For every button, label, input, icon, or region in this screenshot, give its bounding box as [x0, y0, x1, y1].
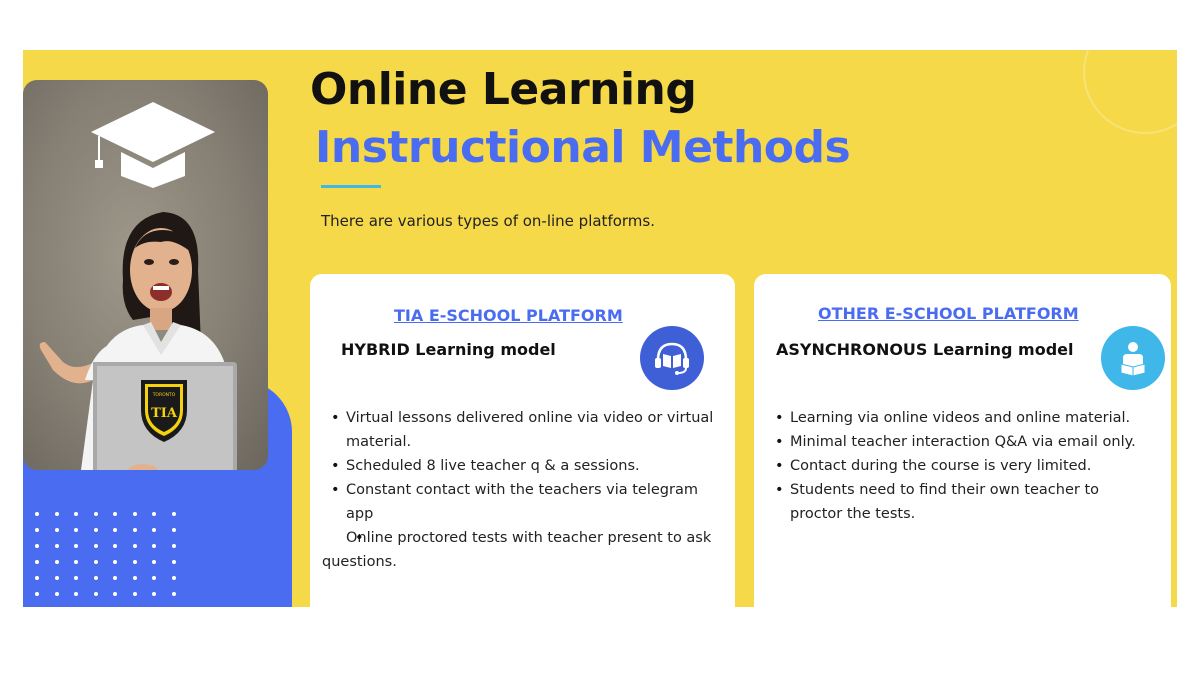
other-platform-link[interactable]: OTHER E-SCHOOL PLATFORM [818, 304, 1079, 323]
dot-pattern [35, 512, 185, 602]
headset-book-icon [640, 326, 704, 390]
decorative-dot [152, 576, 156, 580]
decorative-dot [35, 528, 39, 532]
decorative-dot [74, 528, 78, 532]
decorative-dot [152, 544, 156, 548]
slide [23, 50, 1177, 607]
list-item: • Online proctored tests with teacher present to ask questions. [322, 526, 722, 574]
decorative-dot [55, 544, 59, 548]
decorative-dot [55, 512, 59, 516]
decorative-arc [1083, 50, 1177, 134]
decorative-dot [113, 576, 117, 580]
decorative-dot [113, 560, 117, 564]
list-item: • Students need to find their own teacher to proctor the tests. [766, 478, 1146, 526]
decorative-dot [113, 512, 117, 516]
decorative-dot [172, 512, 176, 516]
list-item: • Learning via online videos and online material. [766, 406, 1146, 430]
decorative-dot [113, 528, 117, 532]
logo-text: TIA [151, 406, 177, 421]
list-item: • Virtual lessons delivered online via video or virtual material. [322, 406, 722, 454]
decorative-dot [133, 544, 137, 548]
reader-icon [1101, 326, 1165, 390]
decorative-dot [133, 576, 137, 580]
list-item: • Scheduled 8 live teacher q & a sessions. [322, 454, 722, 478]
decorative-dot [94, 576, 98, 580]
decorative-dot [172, 592, 176, 596]
decorative-dot [35, 576, 39, 580]
decorative-dot [35, 592, 39, 596]
decorative-dot [94, 544, 98, 548]
student-photo [23, 80, 268, 470]
decorative-dot [172, 544, 176, 548]
decorative-dot [133, 528, 137, 532]
decorative-dot [55, 528, 59, 532]
decorative-dot [55, 592, 59, 596]
decorative-dot [94, 528, 98, 532]
decorative-dot [152, 560, 156, 564]
decorative-dot [94, 512, 98, 516]
decorative-dot [35, 544, 39, 548]
decorative-dot [152, 528, 156, 532]
decorative-dot [35, 512, 39, 516]
decorative-dot [35, 560, 39, 564]
decorative-dot [133, 560, 137, 564]
student-illustration [23, 80, 268, 470]
decorative-dot [133, 512, 137, 516]
decorative-dot [172, 560, 176, 564]
decorative-dot [74, 576, 78, 580]
decorative-dot [152, 512, 156, 516]
decorative-dot [172, 576, 176, 580]
decorative-dot [94, 592, 98, 596]
page-title-line2: Instructional Methods [315, 122, 851, 173]
decorative-dot [94, 560, 98, 564]
decorative-dot [172, 528, 176, 532]
decorative-dot [113, 544, 117, 548]
other-feature-list [766, 406, 1146, 526]
tia-model-heading: HYBRID Learning model [341, 340, 556, 359]
page-title-line1: Online Learning [310, 64, 697, 115]
title-divider [321, 185, 381, 188]
card-other-platform [754, 274, 1171, 607]
page-subtitle: There are various types of on-line platforms. [321, 212, 655, 230]
decorative-dot [74, 512, 78, 516]
logo-arc-text: TORONTO [152, 393, 176, 398]
tia-feature-list [322, 406, 722, 574]
tia-platform-link[interactable]: TIA E-SCHOOL PLATFORM [394, 306, 623, 325]
list-item: • Minimal teacher interaction Q&A via email only. [766, 430, 1146, 454]
list-item: • Constant contact with the teachers via telegram app [322, 478, 722, 526]
decorative-dot [55, 560, 59, 564]
decorative-dot [74, 560, 78, 564]
list-item: • Contact during the course is very limited. [766, 454, 1146, 478]
decorative-dot [133, 592, 137, 596]
card-tia-platform [310, 274, 735, 607]
other-model-heading: ASYNCHRONOUS Learning model [776, 340, 1074, 359]
decorative-dot [74, 544, 78, 548]
graduation-cap-icon [91, 102, 215, 188]
decorative-dot [55, 576, 59, 580]
decorative-dot [74, 592, 78, 596]
decorative-dot [152, 592, 156, 596]
decorative-dot [113, 592, 117, 596]
